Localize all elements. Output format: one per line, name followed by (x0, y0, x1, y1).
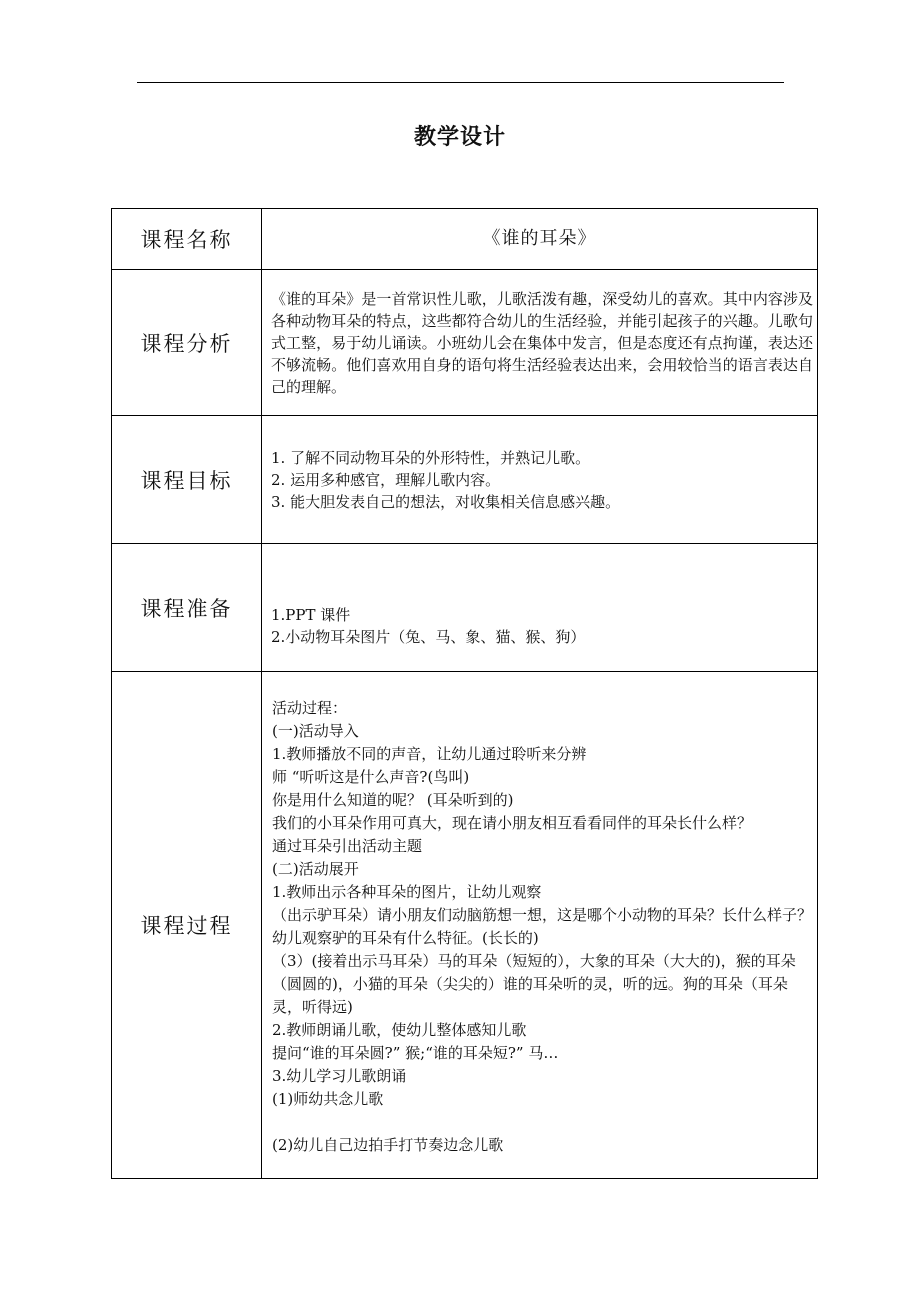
row-label: 课程过程 (112, 672, 262, 1179)
process-line: 师 “听听这是什么声音?(鸟叫) (272, 768, 470, 786)
process-line: （3）(接着出示马耳朵）马的耳朵（短短的），大象的耳朵（大大的)，猴的耳朵（圆圆的)，小猫的耳朵（尖尖的）谁的耳朵听的灵，听的远。狗的耳朵（耳朵灵，听得远) (272, 952, 796, 1016)
table-row (112, 209, 818, 270)
process-line: (2)幼儿自己边拍手打节奏边念儿歌 (272, 1136, 504, 1154)
document-title: 教学设计 (413, 125, 506, 150)
process-line: 1.教师出示各种耳朵的图片，让幼儿观察 (272, 883, 542, 901)
process-line: 活动过程： (272, 699, 348, 717)
row-label: 课程名称 (112, 209, 262, 270)
table-row (112, 544, 818, 672)
lesson-plan-table (111, 208, 818, 1179)
process-line: 2.教师朗诵儿歌，使幼儿整体感知儿歌 (272, 1021, 527, 1039)
process-line: (一)活动导入 (272, 722, 359, 740)
process-line: （出示驴耳朵）请小朋友们动脑筋想一想，这是哪个小动物的耳朵？长什么样子？幼儿观察驴的耳朵有什么特征。(长长的) (272, 906, 813, 947)
course-analysis-cell (262, 270, 818, 416)
header-rule (137, 82, 784, 83)
process-line: (二)活动展开 (272, 860, 359, 878)
course-name-cell (262, 209, 818, 270)
row-label: 课程准备 (112, 544, 262, 672)
process-line: 你是用什么知道的呢？ (耳朵听到的) (272, 791, 514, 809)
process-line: 我们的小耳朵作用可真大，现在请小朋友相互看看同伴的耳朵长什么样？ (272, 814, 753, 832)
table-row (112, 416, 818, 544)
course-name-value: 《谁的耳朵》 (482, 228, 597, 249)
course-analysis-text: 《谁的耳朵》是一首常识性儿歌，儿歌活泼有趣，深受幼儿的喜欢。其中内容涉及各种动物耳朵的特点，这些都符合幼儿的生活经验，并能引起孩子的兴趣。儿歌句式工整，易于幼儿诵读。小班幼儿会在集体中发言，但是态度还有点拘谨，表达还不够流畅。他们喜欢用自身的语句将生活经验表达出来，会用较恰当的语言表达自己的理解。 (271, 289, 813, 396)
prep-item: 2.小动物耳朵图片（兔、马、象、猫、猴、狗） (271, 627, 586, 646)
goal-item: 3. 能大胆发表自己的想法，对收集相关信息感兴趣。 (271, 492, 621, 511)
process-line: (1)师幼共念儿歌 (272, 1090, 384, 1108)
goal-item: 2. 运用多种感官，理解儿歌内容。 (271, 470, 501, 489)
process-line: 提问“谁的耳朵圆?” 猴;“谁的耳朵短?” 马… (272, 1044, 559, 1062)
process-line: 1.教师播放不同的声音，让幼儿通过聆听来分辨 (272, 745, 587, 763)
table-row (112, 672, 818, 1179)
blank-line (272, 1111, 813, 1134)
course-goals-cell (262, 416, 818, 544)
goal-item: 1. 了解不同动物耳朵的外形特性，并熟记儿歌。 (271, 448, 591, 467)
table-row (112, 270, 818, 416)
process-line: 3.幼儿学习儿歌朗诵 (272, 1067, 407, 1085)
row-label: 课程目标 (112, 416, 262, 544)
row-label: 课程分析 (112, 270, 262, 416)
course-prep-cell (262, 544, 818, 672)
process-line: 通过耳朵引出活动主题 (272, 837, 423, 855)
prep-item: 1.PPT 课件 (271, 605, 351, 624)
process-text (262, 693, 817, 1157)
course-process-cell (262, 672, 818, 1179)
